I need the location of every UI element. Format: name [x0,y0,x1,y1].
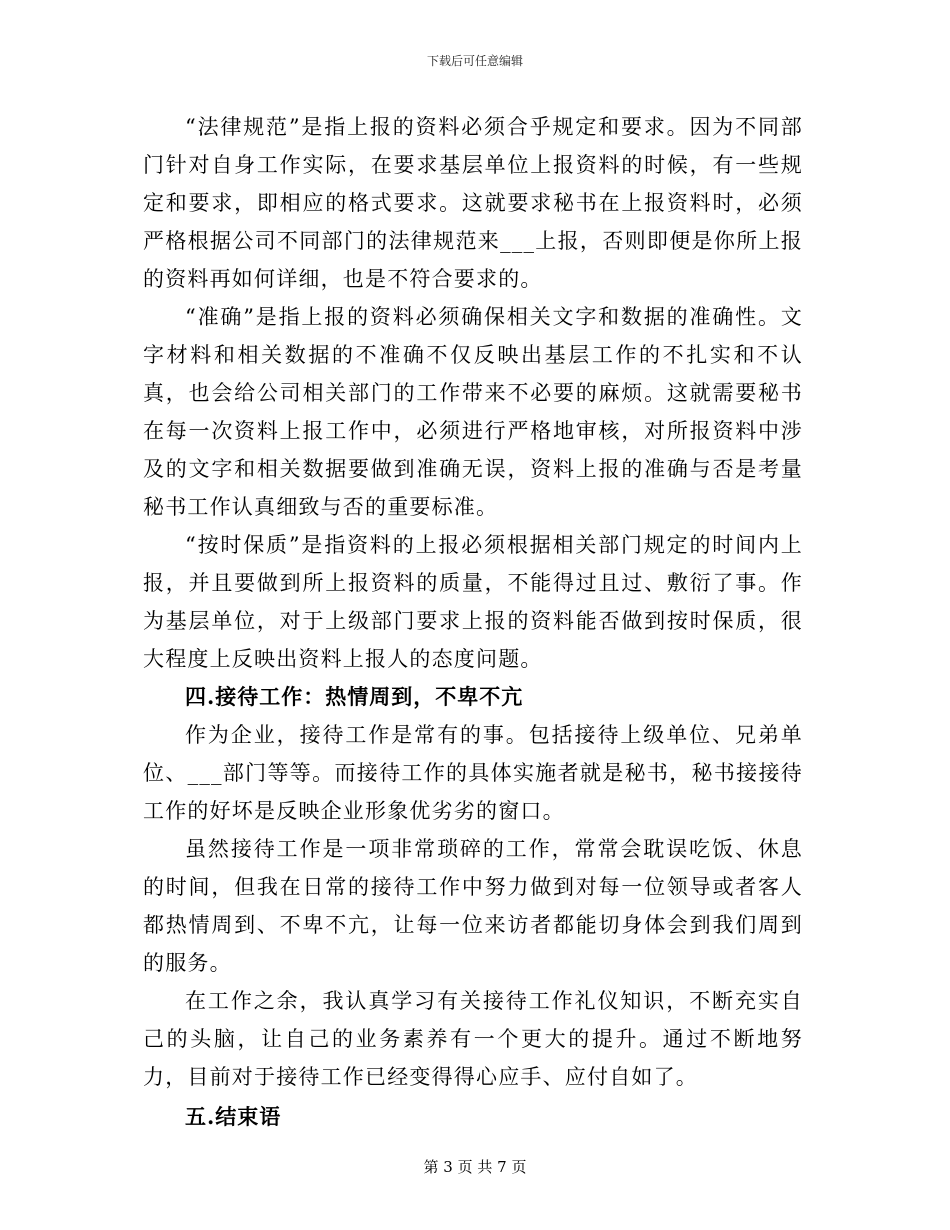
paragraph-reception-attitude: 虽然接待工作是一项非常琐碎的工作，常常会耽误吃饭、休息的时间，但我在日常的接待工作中努力做到对每一位领导或者客人都热情周到、不卑不亢，让每一位来访者都能切身体会到我们周到的服务。 [143,837,803,975]
paragraph-on-time-quality: “按时保质”是指资料的上报必须根据相关部门规定的时间内上报，并且要做到所上报资料的质量，不能得过且过、敷衍了事。作为基层单位，对于上级部门要求上报的资料能否做到按时保质，很大程度上反映出资料上报人的态度问题。 [143,533,803,671]
page-header: 下载后可任意编辑 [426,54,523,68]
paragraph-accuracy: “准确”是指上报的资料必须确保相关文字和数据的准确性。文字材料和相关数据的不准确不仅反映出基层工作的不扎实和不认真，也会给公司相关部门的工作带来不必要的麻烦。这就需要秘书在每一次资料上报工作中，必须进行严格地审核，对所报资料中涉及的文字和相关数据要做到准确无误，资料上报的准确与否是考量秘书工作认真细致与否的重要标准。 [143,305,803,519]
paragraph-reception-intro: 作为企业，接待工作是常有的事。包括接待上级单位、兄弟单位、___部门等等。而接待工作的具体实施者就是秘书，秘书接接待工作的好坏是反映企业形象优劣劣的窗口。 [143,723,803,823]
paragraph-reception-learning: 在工作之余，我认真学习有关接待工作礼仪知识，不断充实自己的头脑，让自己的业务素养有一个更大的提升。通过不断地努力，目前对于接待工作已经变得得心应手、应付自如了。 [143,989,803,1089]
paragraph-legal-norms: “法律规范”是指上报的资料必须合乎规定和要求。因为不同部门针对自身工作实际，在要求基层单位上报资料的时候，有一些规定和要求，即相应的格式要求。这就要求秘书在上报资料时，必须严格根据公司不同部门的法律规范来___上报，否则即便是你所上报的资料再如何详细，也是不符合要求的。 [143,115,803,291]
section-heading-reception: 四.接待工作：热情周到，不卑不亢 [185,684,524,709]
document-body [143,108,803,1136]
section-heading-conclusion: 五.结束语 [185,1104,282,1129]
page-number: 第 3 页 共 7 页 [423,1158,527,1176]
